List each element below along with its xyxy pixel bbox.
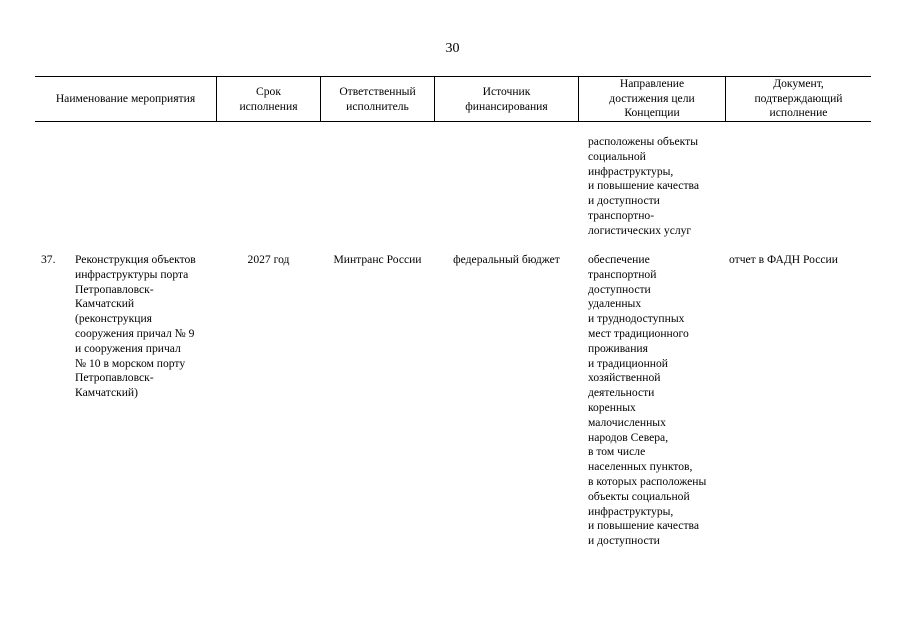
header-direction: Направление достижения цели Концепции — [609, 77, 695, 119]
row-source: федеральный бюджет — [453, 253, 560, 266]
continuation-direction: расположены объекты социальной инфраструктуры, и повышение качества и доступности транспортно- логистических услуг — [588, 135, 699, 237]
row-direction: обеспечение транспортной доступности удаленных и труднодоступных мест традиционного проживания и традиционной хозяйственной деятельности коренных малочисленных народов Севера, в том числе населенных пунктов, в которых расположены объекты социальной инфраструктуры, и повышение качества и доступности — [588, 253, 707, 548]
header-document: Документ, подтверждающий исполнение — [754, 77, 843, 119]
header-source: Источник финансирования — [465, 85, 548, 113]
header-executor: Ответственный исполнитель — [339, 85, 416, 113]
header-name: Наименование мероприятия — [55, 92, 196, 105]
row-term: 2027 год — [247, 253, 290, 266]
page-number: 30 — [445, 41, 460, 56]
header-term: Срок исполнения — [239, 85, 298, 113]
row-number: 37. — [41, 253, 56, 266]
row-document: отчет в ФАДН России — [729, 253, 838, 266]
row-executor: Минтранс России — [333, 253, 422, 266]
table-header-bottom-rule — [35, 121, 871, 122]
row-name: Реконструкция объектов инфраструктуры порта Петропавловск- Камчатский (реконструкция сооружения причал № 9 и сооружения причал № 10 в морском порту Петропавловск- Камчатский) — [75, 253, 196, 400]
